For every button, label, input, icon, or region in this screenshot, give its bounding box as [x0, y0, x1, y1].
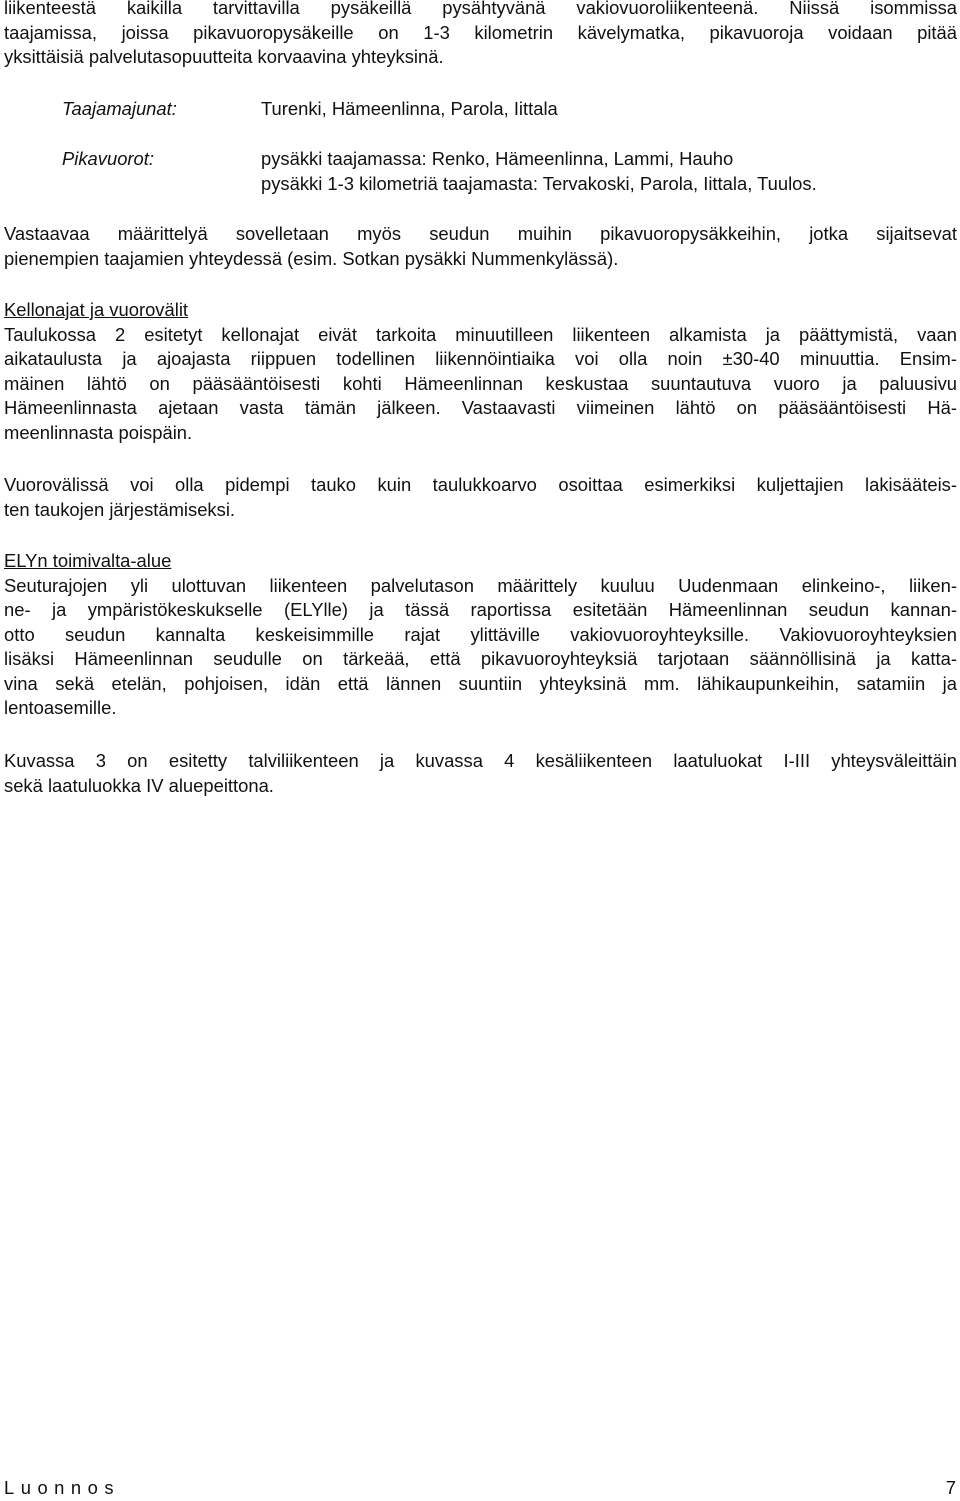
footer-status: Luonnos — [4, 1477, 121, 1498]
paragraph-line: aikataulusta ja ajoajasta riippuen todellinen liikennöintiaika voi olla noin ±30-40 minuuttia. Ensim- — [4, 348, 957, 369]
section-heading: Kellonajat ja vuorovälit — [4, 299, 189, 320]
paragraph-line: Taulukossa 2 esitetyt kellonajat eivät tarkoita minuutilleen liikenteen alkamista ja päättymistä, vaan — [4, 323, 957, 345]
paragraph-line: meenlinnasta poispäin. — [4, 421, 193, 443]
paragraph-kuvassa — [4, 749, 957, 798]
section-heading: ELYn toimivalta-alue — [4, 550, 172, 571]
paragraph-vastaavaa — [4, 222, 957, 271]
definition-value: Turenki, Hämeenlinna, Parola, Iittala — [261, 98, 558, 119]
paragraph-line: lisäksi Hämeenlinnan seudulle on tärkeää, että pikavuoroyhteyksiä tarjotaan säännöllisinä ja katta- — [4, 648, 957, 669]
paragraph-vuorovalissa — [4, 473, 957, 522]
paragraph-line: Vuorovälissä voi olla pidempi tauko kuin taulukkoarvo osoittaa esimerkiksi kuljettajien lakisääteis- — [4, 474, 957, 495]
paragraph-line: Hämeenlinnasta ajetaan vasta tämän jälkeen. Vastaavasti viimeinen lähtö on pääsääntöisesti Hä- — [4, 397, 957, 418]
section-ely — [4, 549, 957, 721]
paragraph-line: mäinen lähtö on pääsääntöisesti kohti Hämeenlinnan keskustaa suuntautuva vuoro ja paluusivu — [4, 372, 957, 394]
intro-paragraph — [4, 0, 957, 70]
paragraph-line: Kuvassa 3 on esitetty talviliikenteen ja kuvassa 4 kesäliikenteen laatuluokat I-III yhteysväleittäin — [4, 750, 957, 771]
paragraph-line: lentoasemille. — [4, 697, 117, 718]
intro-line: liikenteestä kaikilla tarvittavilla pysäkeillä pysähtyvänä vakiovuoroliikenteenä. Niissä isommissa — [4, 0, 957, 18]
paragraph-line: Vastaavaa määrittelyä sovelletaan myös seudun muihin pikavuoropysäkkeihin, jotka sijaitsevat — [4, 223, 957, 244]
definition-label: Pikavuorot: — [62, 148, 154, 169]
paragraph-line: sekä laatuluokka IV aluepeittona. — [4, 774, 274, 796]
paragraph-line: ne- ja ympäristökeskukselle (ELYlle) ja tässä raportissa esitetään Hämeenlinnan seudun kannan- — [4, 599, 957, 620]
definition-value: pysäkki taajamassa: Renko, Hämeenlinna, Lammi, Hauho — [261, 148, 734, 169]
page-number: 7 — [945, 1477, 956, 1498]
intro-line: taajamissa, joissa pikavuoropysäkeille on 1-3 kilometrin kävelymatka, pikavuoroja voidaan pitää — [4, 21, 957, 43]
section-kellonajat — [4, 298, 957, 445]
definition-label: Taajamajunat: — [62, 98, 177, 119]
paragraph-line: vina sekä etelän, pohjoisen, idän että lännen suuntiin yhteyksinä mm. lähikaupunkeihin, satamiin ja — [4, 672, 957, 694]
intro-line: yksittäisiä palvelutasopuutteita korvaavina yhteyksinä. — [4, 46, 444, 67]
definition-value: pysäkki 1-3 kilometriä taajamasta: Tervakoski, Parola, Iittala, Tuulos. — [261, 173, 817, 194]
paragraph-line: otto seudun kannalta keskeisimmille rajat ylittäville vakiovuoroyhteyksille. Vakiovuoroyhteyksien — [4, 623, 957, 645]
paragraph-line: pienempien taajamien yhteydessä (esim. Sotkan pysäkki Nummenkylässä). — [4, 247, 619, 269]
paragraph-line: ten taukojen järjestämiseksi. — [4, 498, 236, 520]
paragraph-line: Seuturajojen yli ulottuvan liikenteen palvelutason määrittely kuuluu Uudenmaan elinkeino-, liiken- — [4, 574, 957, 596]
